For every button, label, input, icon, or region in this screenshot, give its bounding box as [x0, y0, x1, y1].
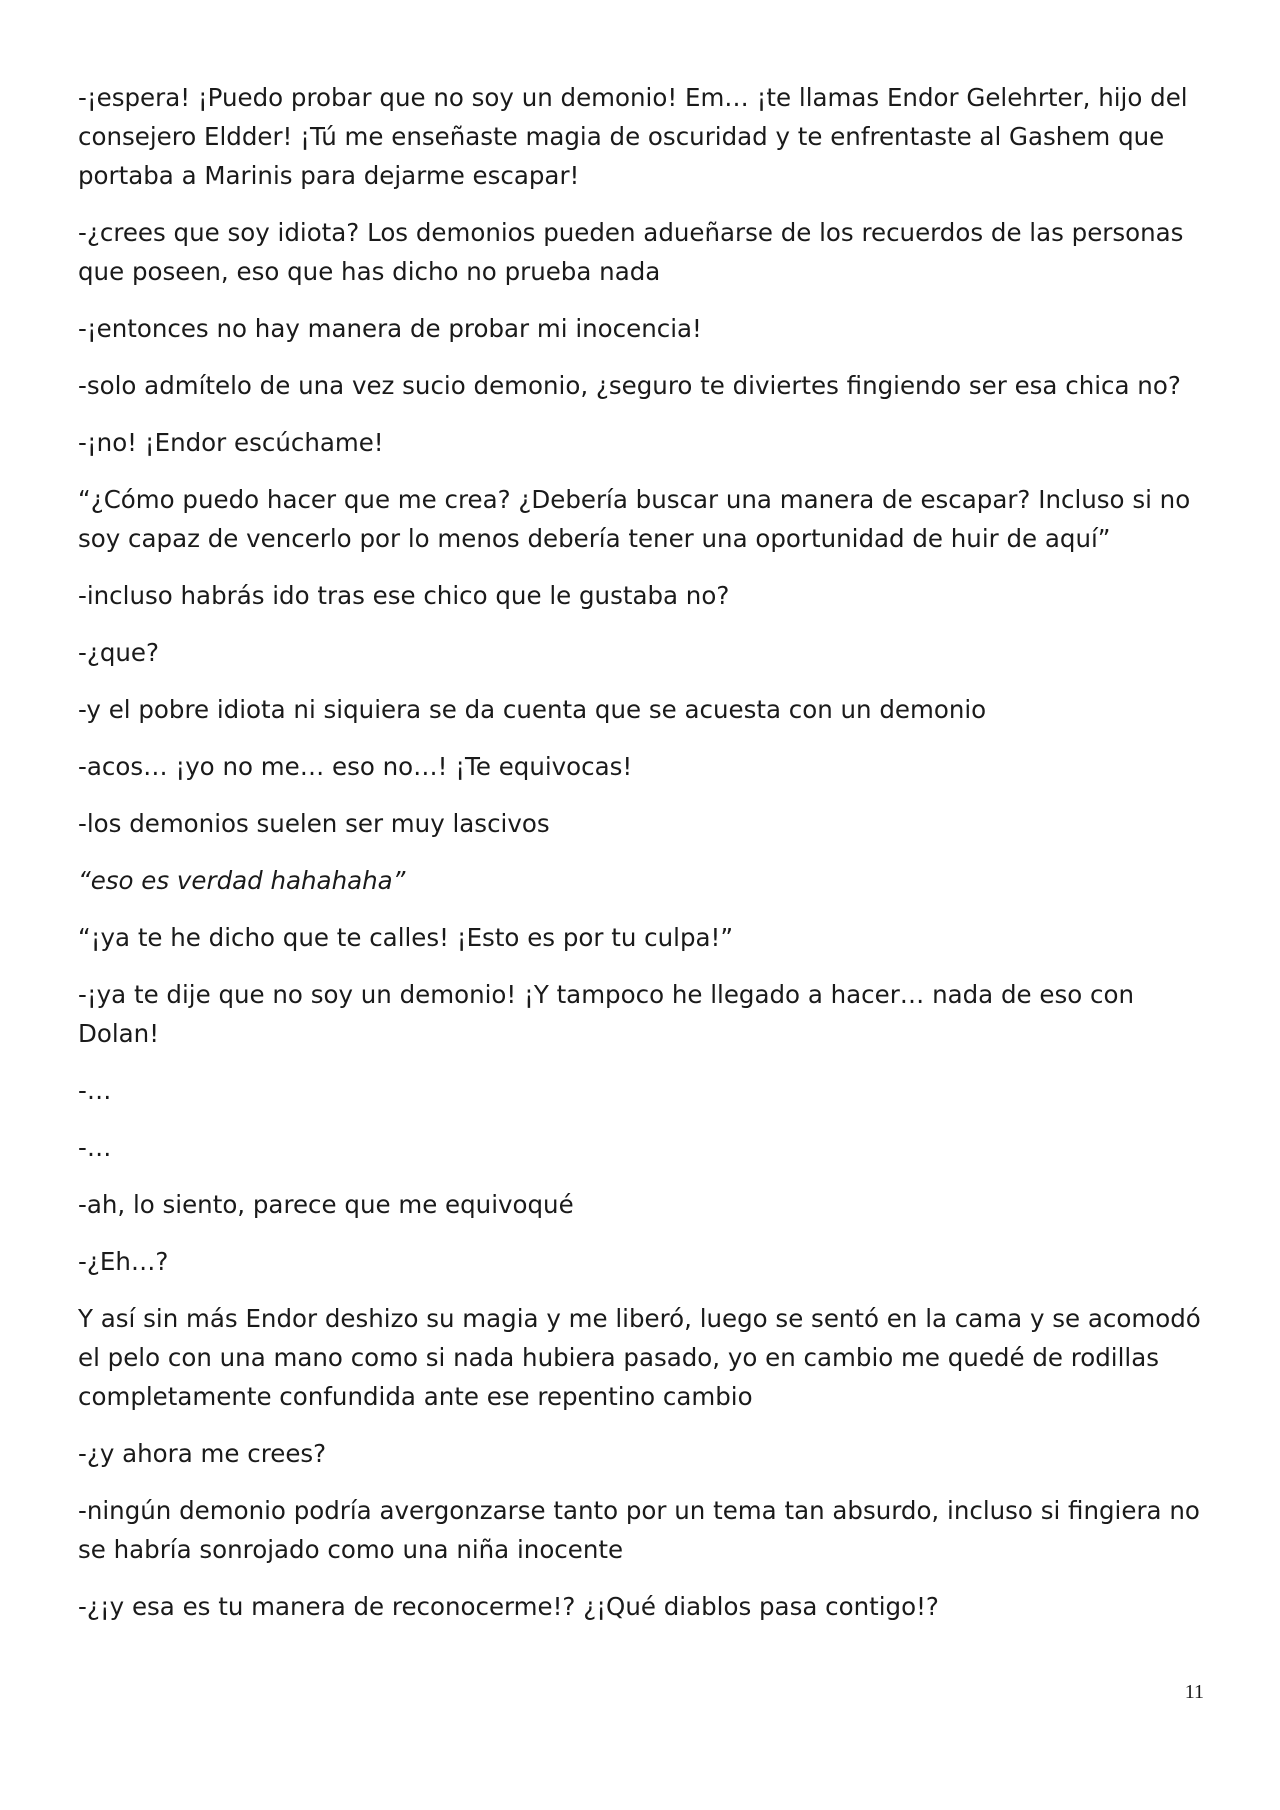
page-number: 11 — [1184, 1681, 1204, 1703]
paragraph: -… — [78, 1133, 112, 1162]
paragraph: -¡entonces no hay manera de probar mi inocencia! — [78, 314, 702, 343]
paragraph: -¿Eh…? — [78, 1247, 169, 1276]
italic-thought-paragraph: “eso es verdad hahahaha” — [78, 866, 406, 895]
paragraph: -acos… ¡yo no me… eso no…! ¡Te equivocas! — [78, 752, 633, 781]
paragraph: -¿que? — [78, 638, 160, 667]
paragraph: -¿y ahora me crees? — [78, 1439, 327, 1468]
paragraph: -¡no! ¡Endor escúchame! — [78, 428, 384, 457]
paragraph: “¿Cómo puedo hacer que me crea? ¿Debería buscar una manera de escapar? Incluso si no soy capaz de vencerlo por lo menos debería tener una oportunidad de huir de aquí” — [78, 485, 1191, 553]
paragraph: -ah, lo siento, parece que me equivoqué — [78, 1190, 574, 1219]
paragraph: -¡ya te dije que no soy un demonio! ¡Y tampoco he llegado a hacer… nada de eso con Dolan! — [78, 980, 1134, 1048]
paragraph: -ningún demonio podría avergonzarse tanto por un tema tan absurdo, incluso si fingiera no se habría sonrojado como una niña inocente — [78, 1496, 1200, 1564]
paragraph: -¡espera! ¡Puedo probar que no soy un demonio! Em… ¡te llamas Endor Gelehrter, hijo del consejero Eldder! ¡Tú me enseñaste magia de oscuridad y te enfrentaste al Gashem que portaba a Marinis para dejarme escapar! — [78, 83, 1188, 190]
paragraph: -los demonios suelen ser muy lascivos — [78, 809, 550, 838]
page-text — [78, 78, 1208, 1644]
paragraph: -y el pobre idiota ni siquiera se da cuenta que se acuesta con un demonio — [78, 695, 987, 724]
paragraph: -… — [78, 1076, 112, 1105]
paragraph: -¿¡y esa es tu manera de reconocerme!? ¿¡Qué diablos pasa contigo!? — [78, 1592, 939, 1621]
paragraph: Y así sin más Endor deshizo su magia y me liberó, luego se sentó en la cama y se acomodó el pelo con una mano como si nada hubiera pasado, yo en cambio me quedé de rodillas completamente confundida ante ese repentino cambio — [78, 1304, 1201, 1411]
paragraph: “¡ya te he dicho que te calles! ¡Esto es por tu culpa!” — [78, 923, 734, 952]
paragraph: -incluso habrás ido tras ese chico que le gustaba no? — [78, 581, 730, 610]
paragraph: -solo admítelo de una vez sucio demonio, ¿seguro te diviertes fingiendo ser esa chica no? — [78, 371, 1181, 400]
paragraph: -¿crees que soy idiota? Los demonios pueden adueñarse de los recuerdos de las personas que poseen, eso que has dicho no prueba nada — [78, 218, 1184, 286]
